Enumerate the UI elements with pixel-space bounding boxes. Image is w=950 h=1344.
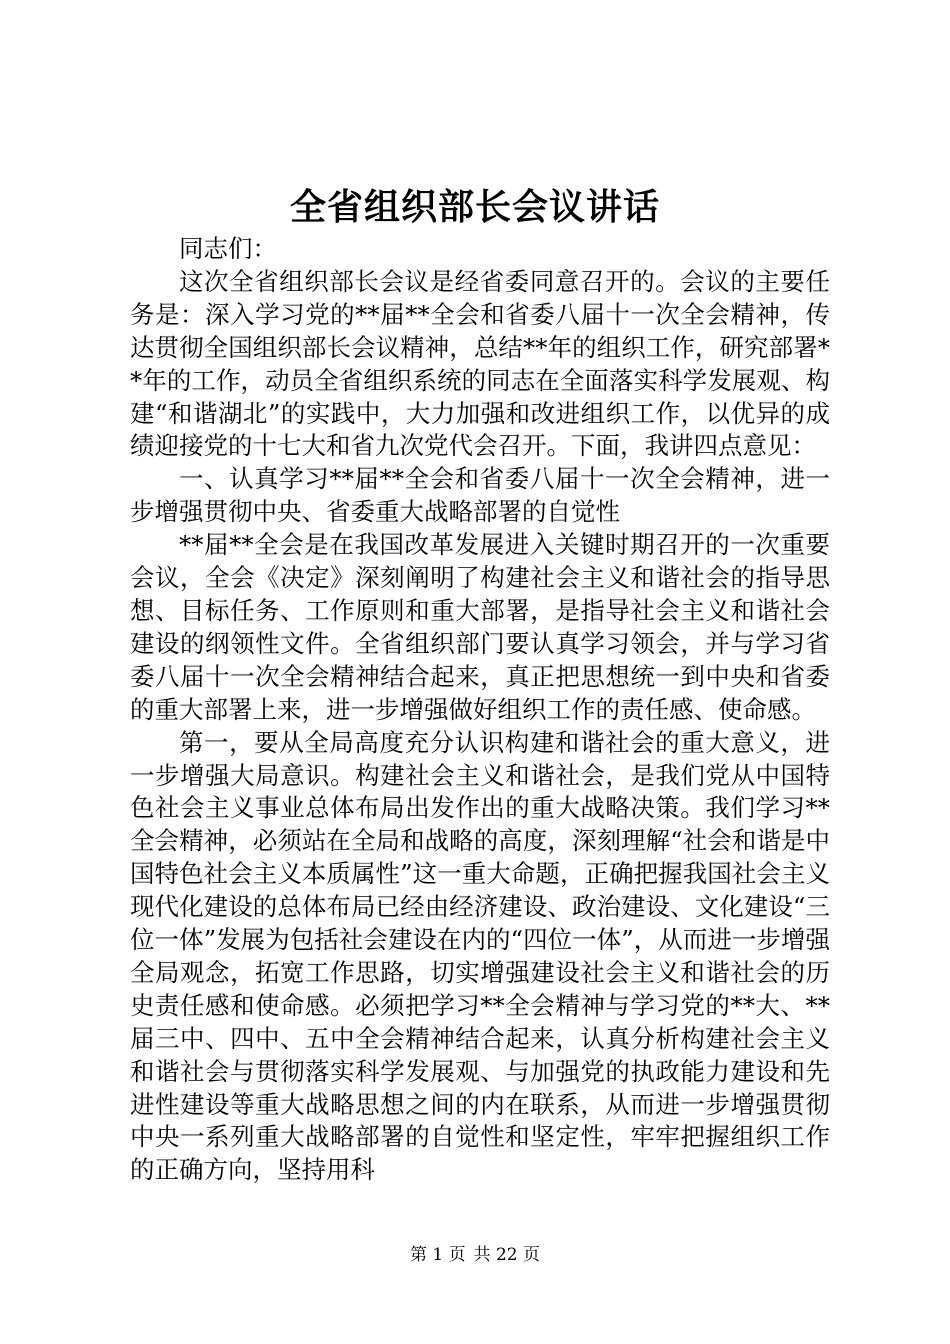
paragraph: 第一，要从全局高度充分认识构建和谐社会的重大意义，进一步增强大局意识。构建社会主义和谐社会，是我们党从中国特色社会主义事业总体布局出发作出的重大战略决策。我们学习**全会精神，必须站在全局和战略的高度，深刻理解“社会和谐是中国特色社会主义本质属性”这一重大命题，正确把握我国社会主义现代化建设的总体布局已经由经济建设、政治建设、文化建设“三位一体”发展为包括社会建设在内的“四位一体”，从而进一步增强全局观念，拓宽工作思路，切实增强建设社会主义和谐社会的历史责任感和使命感。必须把学习**全会精神与学习党的**大、**届三中、四中、五中全会精神结合起来，认真分析构建社会主义和谐社会与贯彻落实科学发展观、与加强党的执政能力建设和先进性建设等重大战略思想之间的内在联系，从而进一步增强贯彻中央一系列重大战略部署的自觉性和坚定性，牢牢把握组织工作的正确方向，坚持用科: [130, 727, 830, 1185]
page-footer: [0, 1244, 950, 1266]
page-number: 第 1 页: [409, 1245, 466, 1265]
salutation: 同志们：: [179, 234, 277, 263]
paragraph: **届**全会是在我国改革发展进入关键时期召开的一次重要会议，全会《决定》深刻阐明了构建社会主义和谐社会的指导思想、目标任务、工作原则和重大部署，是指导社会主义和谐社会建设的纲领性文件。全省组织部门要认真学习领会，并与学习省委八届十一次全会精神结合起来，真正把思想统一到中央和省委的重大部署上来，进一步增强做好组织工作的责任感、使命感。: [130, 530, 830, 724]
page-total: 共 22 页: [473, 1245, 541, 1265]
document-title: 全省组织部长会议讲话: [289, 187, 660, 228]
paragraph: 这次全省组织部长会议是经省委同意召开的。会议的主要任务是：深入学习党的**届**全会和省委八届十一次全会精神，传达贯彻全国组织部长会议精神，总结**年的组织工作，研究部署**年的工作，动员全省组织系统的同志在全面落实科学发展观、构建“和谐湖北”的实践中，大力加强和改进组织工作，以优异的成绩迎接党的十七大和省九次党代会召开。下面，我讲四点意见：: [130, 266, 830, 461]
section-heading: 一、认真学习**届**全会和省委八届十一次全会精神，进一步增强贯彻中央、省委重大战略部署的自觉性: [130, 464, 830, 527]
document-body: [130, 233, 830, 1187]
